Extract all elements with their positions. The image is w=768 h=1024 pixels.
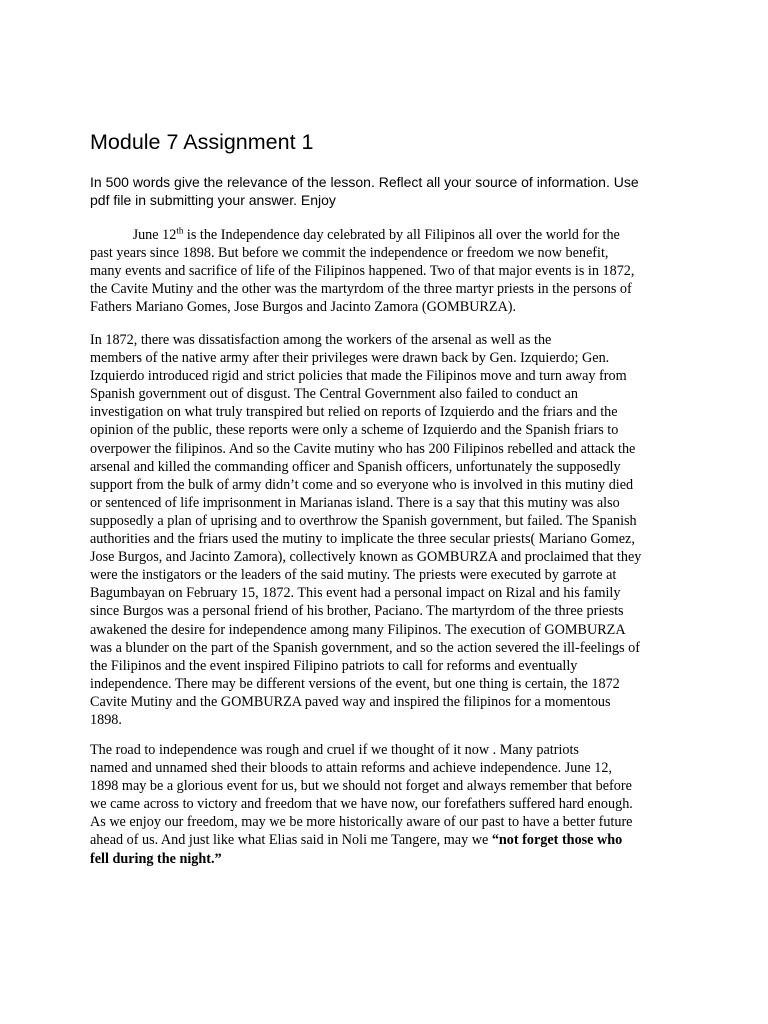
assignment-title: Module 7 Assignment 1 [90,130,314,154]
paragraph-1-lead: June 12 [90,227,177,243]
instructions-text: In 500 words give the relevance of the lesson. Reflect all your source of information. Use pdf file in submitting your answer. Enjoy [90,174,639,208]
ordinal-superscript: th [176,225,184,236]
essay-paragraph-3 [90,741,682,868]
essay-paragraph-1 [90,226,682,316]
essay-paragraph-2 [90,331,682,729]
paragraph-2-text: In 1872, there was dissatisfaction among the workers of the arsenal as well as the members of the native army after their privileges were drawn back by Gen. Izquierdo; Gen. Izquierdo introduced rigid and strict policies that made the Filipinos move and turn away from Spanish government out of disgust. The Central Government also failed to conduct an investigation on what truly transpired but relied on reports of Izquierdo and the friars and the opinion of the public, these reports were only a scheme of Izquierdo and the Spanish friars to overpower the filipinos. And so the Cavite mutiny who has 200 Filipinos rebelled and attack the arsenal and killed the commanding officer and Spanish officers, unfortunately the supposedly support from the bulk of army didn’t come and so everyone who is involved in this mutiny died or sentenced of life imprisonment in Marianas island. There is a say that this mutiny was also supposedly a plan of uprising and to overthrow the Spanish government, but failed. The Spanish authorities and the friars used the mutiny to implicate the three secular priests( Mariano Gomez, Jose Burgos, and Jacinto Zamora), collectively known as GOMBURZA and proclaimed that they were the instigators or the leaders of the said mutiny. The priests were executed by garrote at Bagumbayan on February 15, 1872. This event had a personal impact on Rizal and his family since Burgos was a personal friend of his brother, Paciano. The martyrdom of the three priests awakened the desire for independence among many Filipinos. The execution of GOMBURZA was a blunder on the part of the Spanish government, and so the action severed the ill-feelings of the Filipinos and the event inspired Filipino patriots to call for reforms and eventually independence. There may be different versions of the event, but one thing is certain, the 1872 Cavite Mutiny and the GOMBURZA paved way and inspired the filipinos for a momentous 1898. [90,332,642,728]
paragraph-1-rest: is the Independence day celebrated by all Filipinos all over the world for the past years since 1898. But before we commit the independence or freedom we now benefit, many events and sacrifice of life of the Filipinos happened. Two of that major events is in 1872, the Cavite Mutiny and the other was the martyrdom of the three martyr priests in the persons of Fathers Mariano Gomes, Jose Burgos and Jacinto Zamora (GOMBURZA). [90,227,635,316]
closing-quote: “not forget those who fell during the night.” [90,832,623,867]
paragraph-3-text: The road to independence was rough and cruel if we thought of it now . Many patriots named and unnamed shed their bloods to attain reforms and achieve independence. June 12, 1898 may be a glorious event for us, but we should not forget and always remember that before we came across to victory and freedom that we have now, our forefathers suffered hard enough. As we enjoy our freedom, may we be more historically aware of our past to have a better future ahead of us. And just like what Elias said in Noli me Tangere, may we [90,742,633,849]
assignment-instructions [90,173,680,209]
